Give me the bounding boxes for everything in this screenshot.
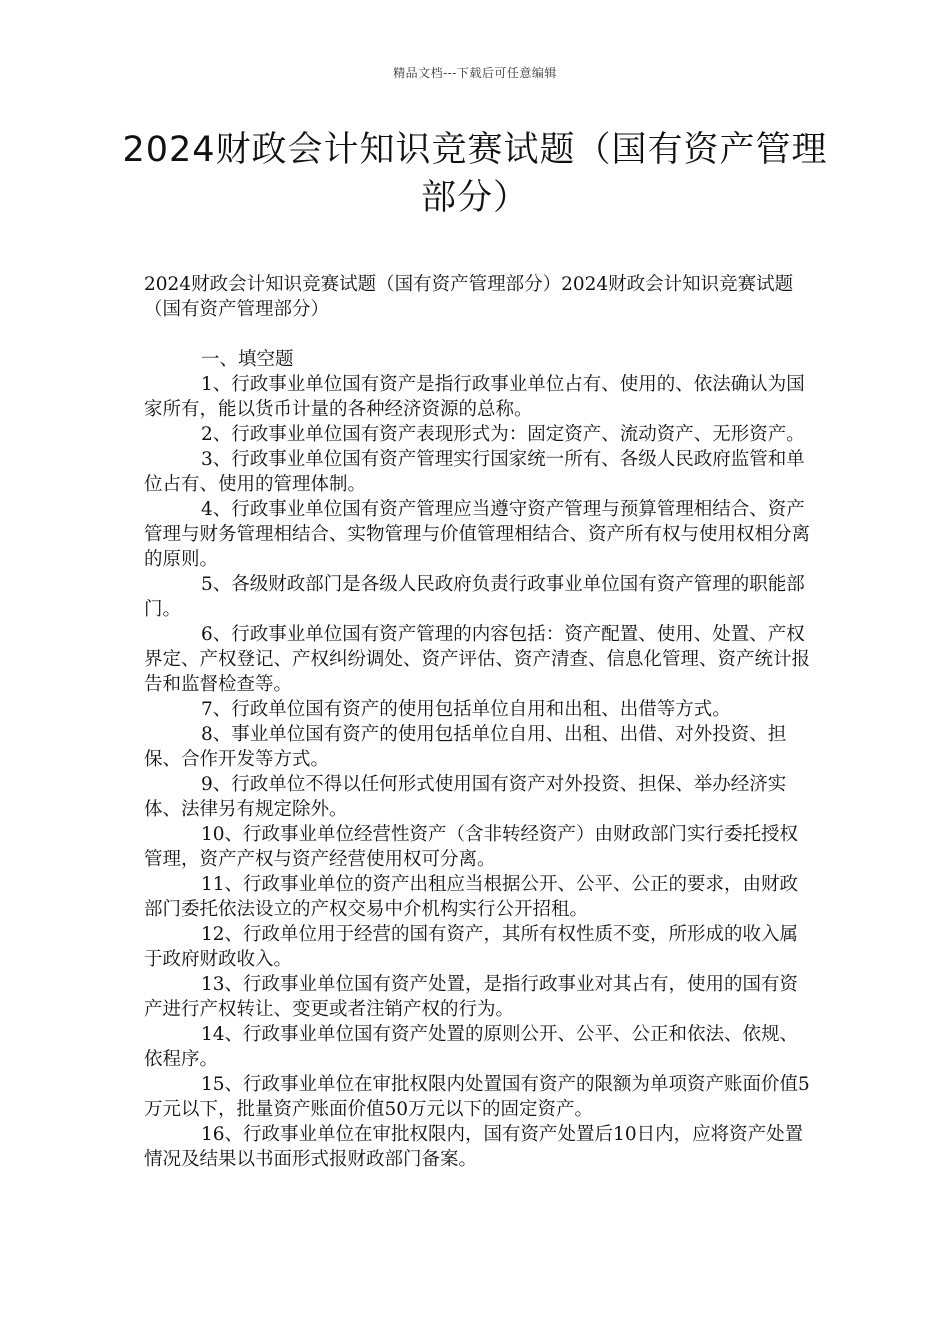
list-item: 8、事业单位国有资产的使用包括单位自用、出租、出借、对外投资、担保、合作开发等方式。 — [144, 724, 787, 770]
list-item: 13、行政事业单位国有资产处置，是指行政事业对其占有，使用的国有资产进行产权转让、变更或者注销产权的行为。 — [144, 974, 799, 1020]
section-heading: 一、填空题 — [201, 349, 294, 370]
list-item: 14、行政事业单位国有资产处置的原则公开、公平、公正和依法、依规、依程序。 — [144, 1024, 799, 1070]
list-item: 7、行政单位国有资产的使用包括单位自用和出租、出借等方式。 — [201, 699, 731, 720]
list-item: 6、行政事业单位国有资产管理的内容包括：资产配置、使用、处置、产权界定、产权登记、产权纠纷调处、资产评估、资产清查、信息化管理、资产统计报告和监督检查等。 — [144, 624, 811, 695]
list-item: 12、行政单位用于经营的国有资产，其所有权性质不变，所形成的收入属于政府财政收入。 — [144, 924, 799, 970]
document-body — [144, 347, 812, 1172]
list-item: 2、行政事业单位国有资产表现形式为：固定资产、流动资产、无形资产。 — [201, 424, 805, 445]
list-item: 3、行政事业单位国有资产管理实行国家统一所有、各级人民政府监管和单位占有、使用的管理体制。 — [144, 449, 805, 495]
list-item: 16、行政事业单位在审批权限内，国有资产处置后10日内，应将资产处置情况及结果以书面形式报财政部门备案。 — [144, 1124, 804, 1170]
list-item: 15、行政事业单位在审批权限内处置国有资产的限额为单项资产账面价值5万元以下，批量资产账面价值50万元以下的固定资产。 — [144, 1074, 810, 1120]
list-item: 4、行政事业单位国有资产管理应当遵守资产管理与预算管理相结合、资产管理与财务管理相结合、实物管理与价值管理相结合、资产所有权与使用权相分离的原则。 — [144, 499, 811, 570]
list-item: 10、行政事业单位经营性资产（含非转经资产）由财政部门实行委托授权管理，资产产权与资产经营使用权可分离。 — [144, 824, 799, 870]
list-item: 1、行政事业单位国有资产是指行政事业单位占有、使用的、依法确认为国家所有，能以货币计量的各种经济资源的总称。 — [144, 374, 805, 420]
header-note: 精品文档---下载后可任意编辑 — [393, 66, 557, 80]
document-title: 2024财政会计知识竞赛试题（国有资产管理部分） — [122, 130, 828, 218]
list-item: 11、行政事业单位的资产出租应当根据公开、公平、公正的要求，由财政部门委托依法设立的产权交易中介机构实行公开招租。 — [144, 874, 799, 920]
intro-paragraph: 2024财政会计知识竞赛试题（国有资产管理部分）2024财政会计知识竞赛试题（国有资产管理部分） — [144, 274, 794, 320]
list-item: 9、行政单位不得以任何形式使用国有资产对外投资、担保、举办经济实体、法律另有规定除外。 — [144, 774, 787, 820]
list-item: 5、各级财政部门是各级人民政府负责行政事业单位国有资产管理的职能部门。 — [144, 574, 805, 620]
